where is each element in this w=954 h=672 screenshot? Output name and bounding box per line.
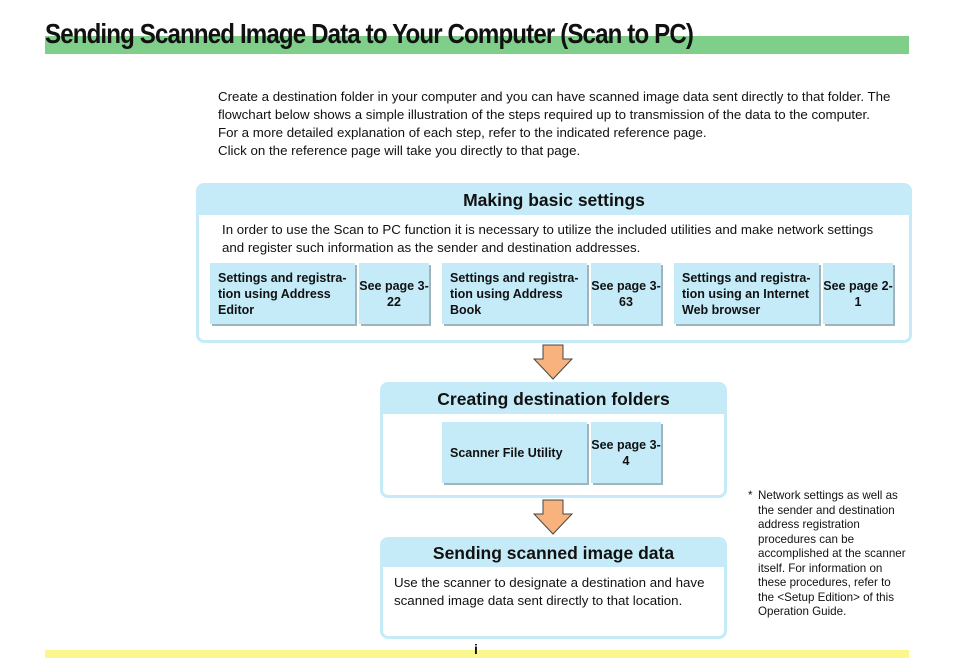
ref-address-editor[interactable] bbox=[210, 263, 429, 324]
intro-text bbox=[218, 88, 913, 160]
note-asterisk: * bbox=[748, 489, 753, 502]
page-title: Sending Scanned Image Data to Your Computer (Scan to PC) bbox=[45, 18, 694, 49]
ref-scanner-file-utility-label: Scanner File Utility bbox=[442, 422, 587, 483]
intro-paragraph: Create a destination folder in your computer and you can have scanned image data sent directly to that folder. The flowchart below shows a simple illustration of the steps required up to transmission of the data to the computer. bbox=[218, 89, 891, 122]
side-note bbox=[748, 489, 908, 620]
ref-scanner-file-utility-page-link[interactable]: See page 3-4 bbox=[591, 422, 661, 483]
basic-settings-text: In order to use the Scan to PC function it is necessary to utilize the included utilities and make network settings and register such information as the sender and destination addresses. bbox=[222, 222, 874, 255]
ref-address-editor-label: Settings and registra-tion using Address Editor bbox=[210, 263, 355, 324]
send-data-text: Use the scanner to designate a destination and have scanned image data sent directly to that location. bbox=[394, 575, 705, 608]
ref-address-book-page-link[interactable]: See page 3-63 bbox=[591, 263, 661, 324]
page-number: i bbox=[474, 641, 478, 657]
intro-click-note: Click on the reference page will take you directly to that page. bbox=[218, 143, 581, 158]
flow-arrow-down-icon bbox=[533, 344, 573, 380]
ref-address-book-label: Settings and registra-tion using Address Book bbox=[442, 263, 587, 324]
flow-arrow-down-icon bbox=[533, 499, 573, 535]
destination-folders-heading: Creating destination folders bbox=[383, 385, 724, 414]
intro-reference-note: For a more detailed explanation of each step, refer to the indicated reference page. bbox=[218, 125, 707, 140]
send-data-heading: Sending scanned image data bbox=[383, 540, 724, 567]
send-data-panel bbox=[380, 537, 727, 639]
note-text: Network settings as well as the sender and destination address registration procedures can be accomplished at the scanner itself. For information on these procedures, refer to the <Setup Edition> of this Operation Guide. bbox=[758, 489, 906, 618]
ref-web-browser-label: Settings and registra-tion using an Internet Web browser bbox=[674, 263, 819, 324]
ref-web-browser-page-link[interactable]: See page 2-1 bbox=[823, 263, 893, 324]
ref-address-editor-page-link[interactable]: See page 3-22 bbox=[359, 263, 429, 324]
basic-settings-heading: Making basic settings bbox=[199, 186, 909, 215]
ref-address-book[interactable] bbox=[442, 263, 661, 324]
ref-scanner-file-utility[interactable] bbox=[442, 422, 661, 483]
ref-web-browser[interactable] bbox=[674, 263, 893, 324]
